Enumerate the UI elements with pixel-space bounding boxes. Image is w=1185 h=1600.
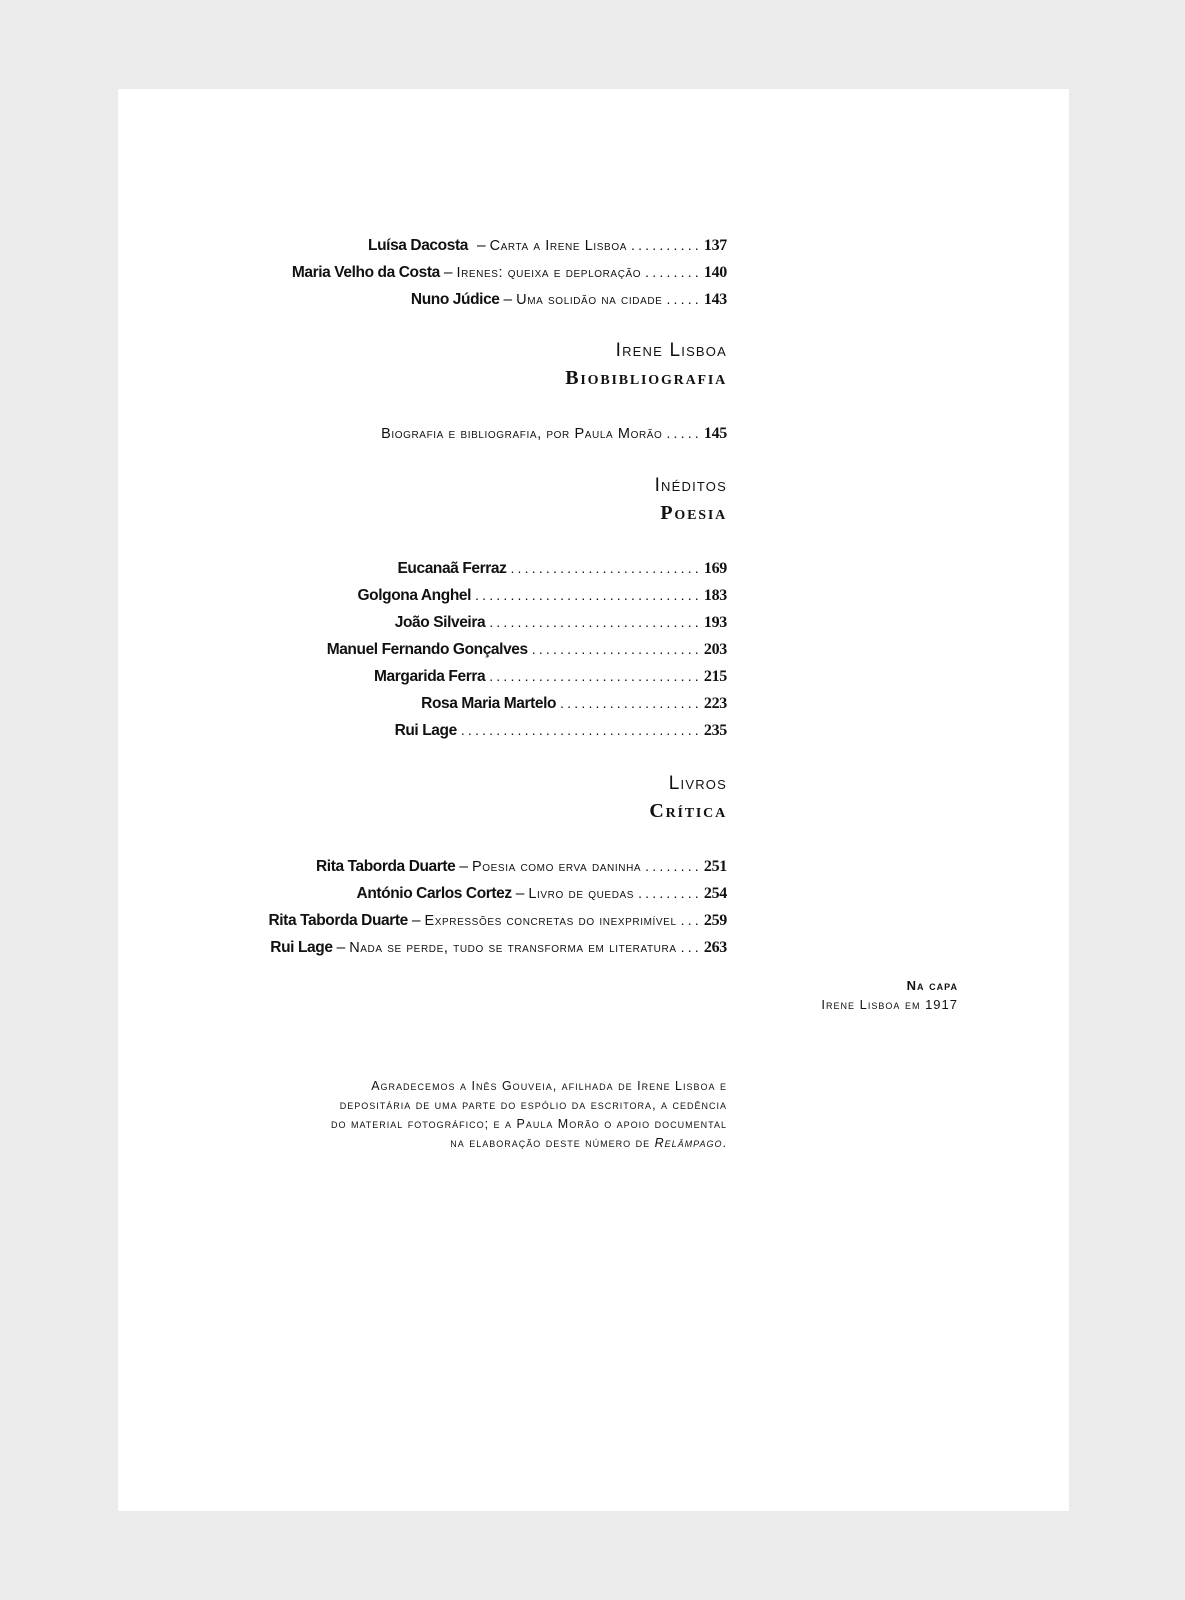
toc-page-number: 137 xyxy=(703,237,727,254)
toc-page-number: 203 xyxy=(703,641,727,658)
toc-leader: .............................. xyxy=(489,614,702,630)
toc-title: Carta a Irene Lisboa xyxy=(489,238,627,254)
toc-author: Maria Velho da Costa xyxy=(291,264,440,281)
acknowledgements-line: depositária de uma parte do espólio da escritora, a cedência xyxy=(339,1098,727,1112)
toc-entry[interactable] xyxy=(395,612,727,633)
toc-leader: .................................. xyxy=(460,722,702,738)
magazine-title: Relâmpago xyxy=(654,1136,723,1150)
section-heading: Poesia xyxy=(660,502,727,524)
toc-leader: ........ xyxy=(645,264,702,280)
toc-dash: – xyxy=(503,291,513,308)
toc-entry[interactable] xyxy=(358,585,728,606)
toc-leader: ..... xyxy=(666,425,702,441)
toc-entry[interactable] xyxy=(316,856,727,877)
acknowledgements-line: Agradecemos a Inês Gouveia, afilhada de Irene Lisboa e xyxy=(371,1079,727,1093)
toc-entry[interactable] xyxy=(368,235,727,256)
toc-author: Rita Taborda Duarte xyxy=(268,912,408,929)
toc-leader: ........................ xyxy=(531,641,702,657)
toc-author: João Silveira xyxy=(394,614,486,631)
cover-note xyxy=(118,976,958,1014)
toc-page-number: 183 xyxy=(703,587,727,604)
toc-page-number: 223 xyxy=(703,695,727,712)
toc-title: Livro de quedas xyxy=(528,886,635,902)
toc-author: Manuel Fernando Gonçalves xyxy=(326,641,528,658)
toc-page-number: 263 xyxy=(703,939,727,956)
toc-title: Irenes: queixa e deploração xyxy=(456,265,642,281)
section-heading: Biobibliografia xyxy=(565,367,727,389)
toc-entry[interactable] xyxy=(397,558,727,579)
section-kicker: Inéditos xyxy=(654,475,727,496)
toc-entry[interactable] xyxy=(411,289,727,310)
cover-label: Na capa xyxy=(906,978,958,993)
toc-entry[interactable] xyxy=(292,262,727,283)
toc-leader: .................... xyxy=(560,695,702,711)
toc-page-number: 215 xyxy=(703,668,727,685)
section-kicker: Irene Lisboa xyxy=(615,340,727,361)
toc-dash: – xyxy=(515,885,525,902)
toc-dash: – xyxy=(443,264,453,281)
toc-author: Rui Lage xyxy=(394,722,457,739)
acknowledgements-text: na elaboração deste número de xyxy=(450,1136,655,1150)
toc-leader: .......... xyxy=(630,237,702,253)
toc-leader: ................................ xyxy=(475,587,702,603)
toc-entry[interactable] xyxy=(421,693,727,714)
toc-page-number: 259 xyxy=(703,912,727,929)
toc-author: Eucanaã Ferraz xyxy=(397,560,507,577)
toc-page-number: 193 xyxy=(703,614,727,631)
cover-caption: Irene Lisboa em 1917 xyxy=(821,997,958,1012)
toc-entry[interactable] xyxy=(327,639,727,660)
toc-leader: ........ xyxy=(645,858,702,874)
toc-author: Golgona Anghel xyxy=(357,587,472,604)
toc-title: Expressões concretas do inexprimível xyxy=(424,913,677,929)
toc-dash: – xyxy=(411,912,421,929)
toc-leader: ..... xyxy=(666,291,702,307)
acknowledgements-line: do material fotográfico; e a Paula Morão o apoio documental xyxy=(330,1117,727,1131)
toc-entry[interactable] xyxy=(374,666,727,687)
toc-entry[interactable] xyxy=(270,937,727,958)
toc-title: Poesia como erva daninha xyxy=(472,859,642,875)
toc-title: Uma solidão na cidade xyxy=(516,292,663,308)
table-of-contents xyxy=(118,89,727,1189)
toc-author: Margarida Ferra xyxy=(374,668,486,685)
toc-title: Biografia e bibliografia, por Paula Morão xyxy=(381,426,663,442)
toc-dash: – xyxy=(459,858,469,875)
toc-page-number: 254 xyxy=(703,885,727,902)
document-page xyxy=(118,89,1069,1511)
toc-dash: – xyxy=(476,237,486,254)
toc-author: Nuno Júdice xyxy=(410,291,500,308)
toc-title: Nada se perde, tudo se transforma em literatura xyxy=(349,940,677,956)
toc-author: António Carlos Cortez xyxy=(356,885,512,902)
section-kicker: Livros xyxy=(668,773,727,794)
toc-page-number: 145 xyxy=(703,425,727,442)
toc-author: Rosa Maria Martelo xyxy=(421,695,557,712)
toc-entry[interactable] xyxy=(395,720,727,741)
toc-entry[interactable] xyxy=(268,910,727,931)
toc-page-number: 251 xyxy=(703,858,727,875)
toc-entry[interactable] xyxy=(381,423,727,444)
section-heading: Crítica xyxy=(649,800,727,822)
toc-dash: – xyxy=(336,939,346,956)
toc-leader: ... xyxy=(680,912,702,928)
toc-author: Luísa Dacosta xyxy=(368,237,468,254)
toc-page-number: 235 xyxy=(703,722,727,739)
toc-author: Rui Lage xyxy=(270,939,333,956)
toc-page-number: 140 xyxy=(703,264,727,281)
acknowledgements xyxy=(118,1077,727,1153)
toc-entry[interactable] xyxy=(357,883,727,904)
toc-page-number: 169 xyxy=(703,560,727,577)
toc-leader: ......... xyxy=(638,885,702,901)
toc-page-number: 143 xyxy=(703,291,727,308)
acknowledgements-period: . xyxy=(722,1136,727,1150)
toc-leader: ........................... xyxy=(510,560,702,576)
toc-author: Rita Taborda Duarte xyxy=(316,858,456,875)
toc-leader: .............................. xyxy=(489,668,702,684)
toc-leader: ... xyxy=(680,939,702,955)
acknowledgements-line xyxy=(118,1134,727,1153)
